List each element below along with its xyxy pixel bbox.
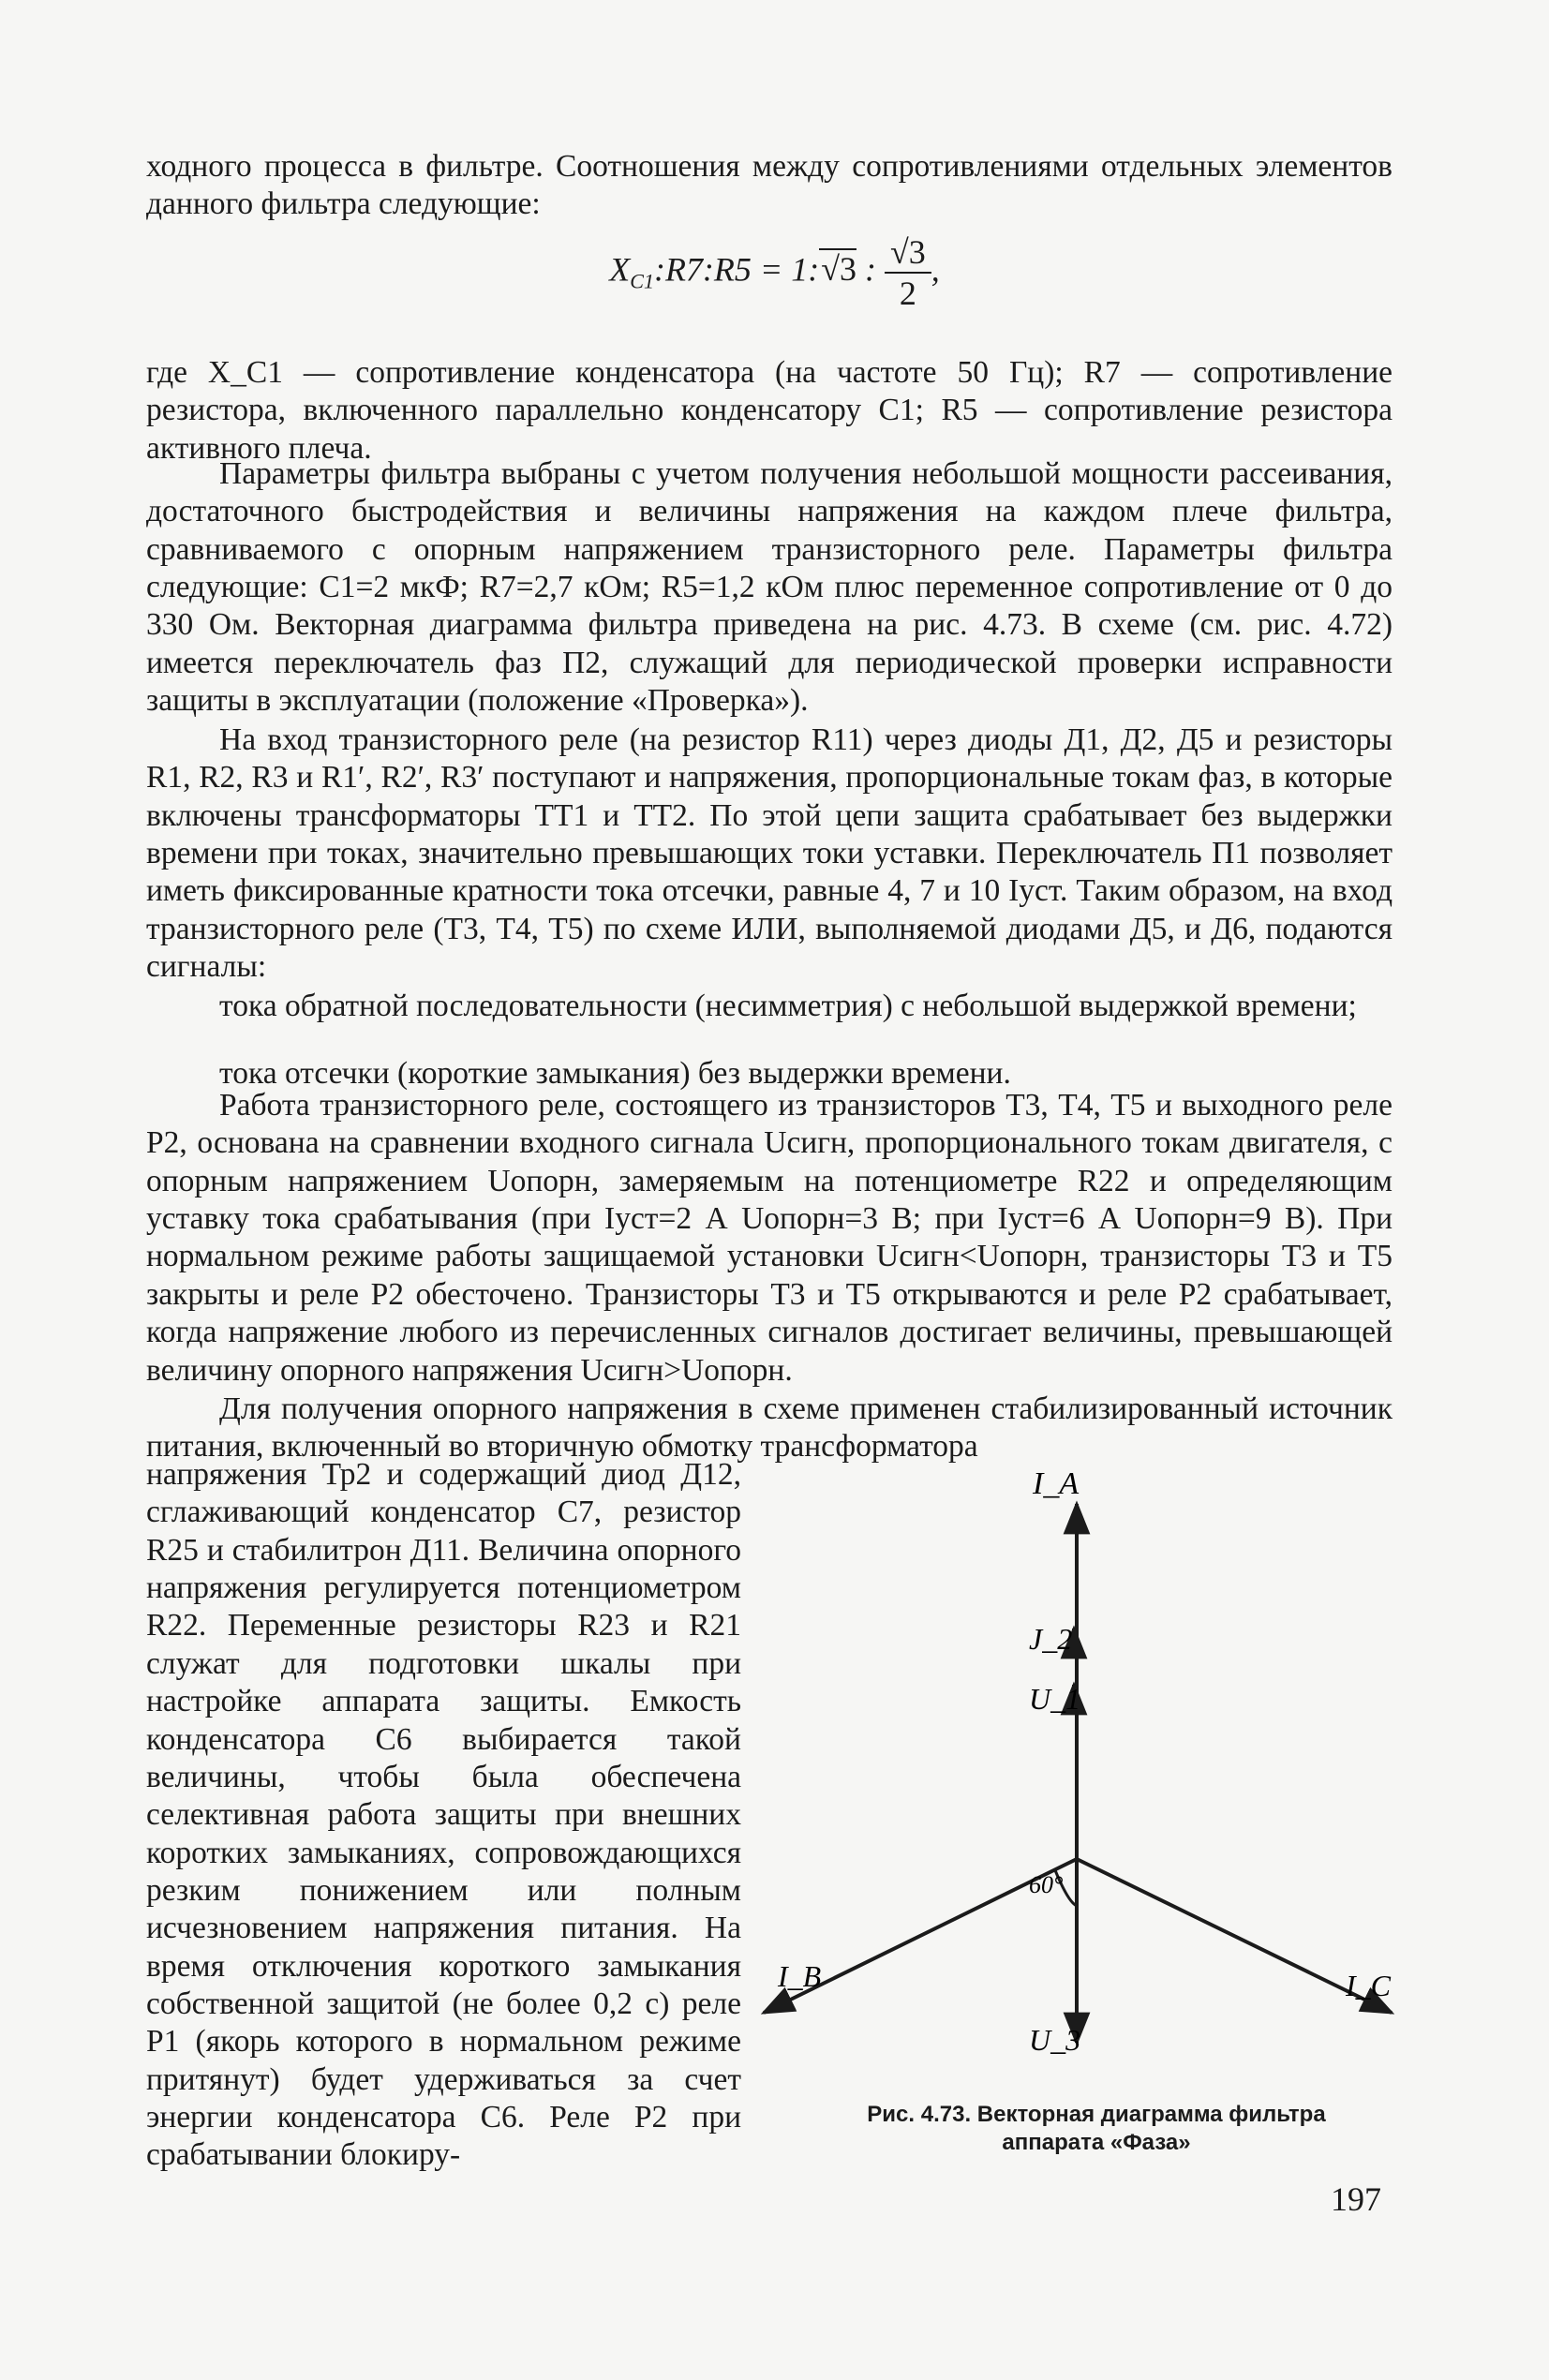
fraction-denominator: 2 bbox=[899, 275, 916, 312]
caption-line-2: аппарата «Фаза» bbox=[1002, 2130, 1191, 2155]
paragraph-power: Для получения опорного напряжения в схеме применен стабилизированный источник питания, включенный во вторичную обмотку трансформатора bbox=[146, 1391, 1393, 1465]
paragraph-work: Работа транзисторного реле, состоящего из транзисторов Т3, Т4, Т5 и выходного реле Р2, основана на сравнении входного сигнала Uсигн, пропорционального токам двигателя, с опорным напряжением Uопорн, замеряемым на потенциометре R22 и определяющим уставку тока срабатывания (при Iуст=2 А Uопорн=3 В; при Iуст=6 А Uопорн=9 В). При нормальном режиме работы защищаемой установки Uсигн<Uопорн, транзисторы Т3 и Т5 закрыты и реле Р2 обесточено. Транзисторы Т3 и Т5 открываются и реле Р2 срабатывает, когда напряжение любого из перечисленных сигналов достигает величины, превышающей величину опорного напряжения Uсигн>Uопорн. bbox=[146, 1088, 1393, 1388]
label-u3: U_3 bbox=[1029, 2023, 1081, 2057]
paragraph-where: где X_C1 — сопротивление конденсатора (на частоте 50 Гц); R7 — сопротивление резистора, включенного параллельно конденсатору C1; R5 — сопротивление резистора активного плеча. bbox=[146, 355, 1393, 466]
vector-ic bbox=[1077, 1859, 1392, 2013]
ratio-formula bbox=[0, 232, 1549, 313]
formula-lhs: X bbox=[609, 250, 631, 289]
paragraph-input: На вход транзисторного реле (на резистор R11) через диоды Д1, Д2, Д5 и резисторы R1, R2, R3 и R1′, R2′, R3′ поступают и напряжения, пропорциональные токам фаз, в которые включены трансформаторы ТТ1 и ТТ2. По этой цепи защита срабатывает без выдержки времени при токах, значительно превышающих токи уставки. Переключатель П1 позволяет иметь фиксированные кратности тока отсечки, равные 4, 7 и 10 Iуст. Таким образом, на вход транзисторного реле (Т3, Т4, Т5) по схеме ИЛИ, выполняемой диодами Д5, и Д6, подаются сигналы: bbox=[146, 722, 1393, 985]
formula-lhs-subscript: C1 bbox=[630, 269, 654, 293]
formula-colon: : bbox=[856, 250, 885, 289]
label-ic: I_C bbox=[1346, 1969, 1391, 2002]
paragraph-power-column: напряжения Тр2 и содержащий диод Д12, сглаживающий конденсатор С7, резистор R25 и стабилитрон Д11. Величина опорного напряжения регулируется потенциометром R22. Переменные резисторы R23 и R21 служат для подготовки шкалы при настройке аппарата защиты. Емкость конденсатора С6 выбирается такой величины, чтобы была обеспечена селективная работа защиты при внешних коротких замыканиях, сопровождающихся резким понижением или полным исчезновением напряжения питания. На время отключения короткого замыкания собственной защитой (не более 0,2 с) реле Р1 (якорь которого в нормальном режиме притянут) будет удерживаться за счет энергии конденсатора С6. Реле Р2 при срабатывании блокиру- bbox=[146, 1457, 741, 2173]
list-item-1: тока обратной последовательности (несимметрия) с небольшой выдержкой времени; bbox=[219, 989, 1357, 1023]
formula-fraction bbox=[885, 232, 931, 313]
label-angle: 60° bbox=[1029, 1871, 1064, 1898]
paragraph-params: Параметры фильтра выбраны с учетом получения небольшой мощности рассеивания, достаточного быстродействия и величины напряжения на каждом плече фильтра, сравниваемого с опорным напряжением транзисторного реле. Параметры фильтра следующие: C1=2 мкФ; R7=2,7 кОм; R5=1,2 кОм плюс переменное сопротивление от 0 до 330 Ом. Векторная диаграмма фильтра приведена на рис. 4.73. В схеме (см. рис. 4.72) имеется переключатель фаз П2, служащий для периодической проверки исправности защиты в эксплуатации (положение «Проверка»). bbox=[146, 456, 1393, 719]
label-j2: J_2 bbox=[1029, 1622, 1073, 1656]
page-number: 197 bbox=[1331, 2180, 1381, 2218]
label-u1: U_1 bbox=[1029, 1682, 1081, 1716]
formula-sqrt3: √3 bbox=[821, 250, 856, 289]
label-ib: I_B bbox=[778, 1959, 822, 1993]
caption-line-1: Рис. 4.73. Векторная диаграмма фильтра bbox=[867, 2102, 1326, 2127]
formula-ratio: :R7:R5 = 1: bbox=[653, 250, 820, 289]
list-item-2: тока отсечки (короткие замыкания) без выдержки времени. bbox=[219, 1056, 1011, 1091]
paragraph-intro: ходного процесса в фильтре. Соотношения между сопротивлениями отдельных элементов данного фильтра следующие: bbox=[146, 149, 1393, 222]
figure-caption bbox=[778, 2101, 1415, 2157]
vector-diagram bbox=[759, 1462, 1406, 2108]
label-ia: I_A bbox=[1033, 1466, 1080, 1501]
formula-trail: , bbox=[931, 250, 940, 289]
fraction-numerator: √3 bbox=[885, 232, 931, 274]
